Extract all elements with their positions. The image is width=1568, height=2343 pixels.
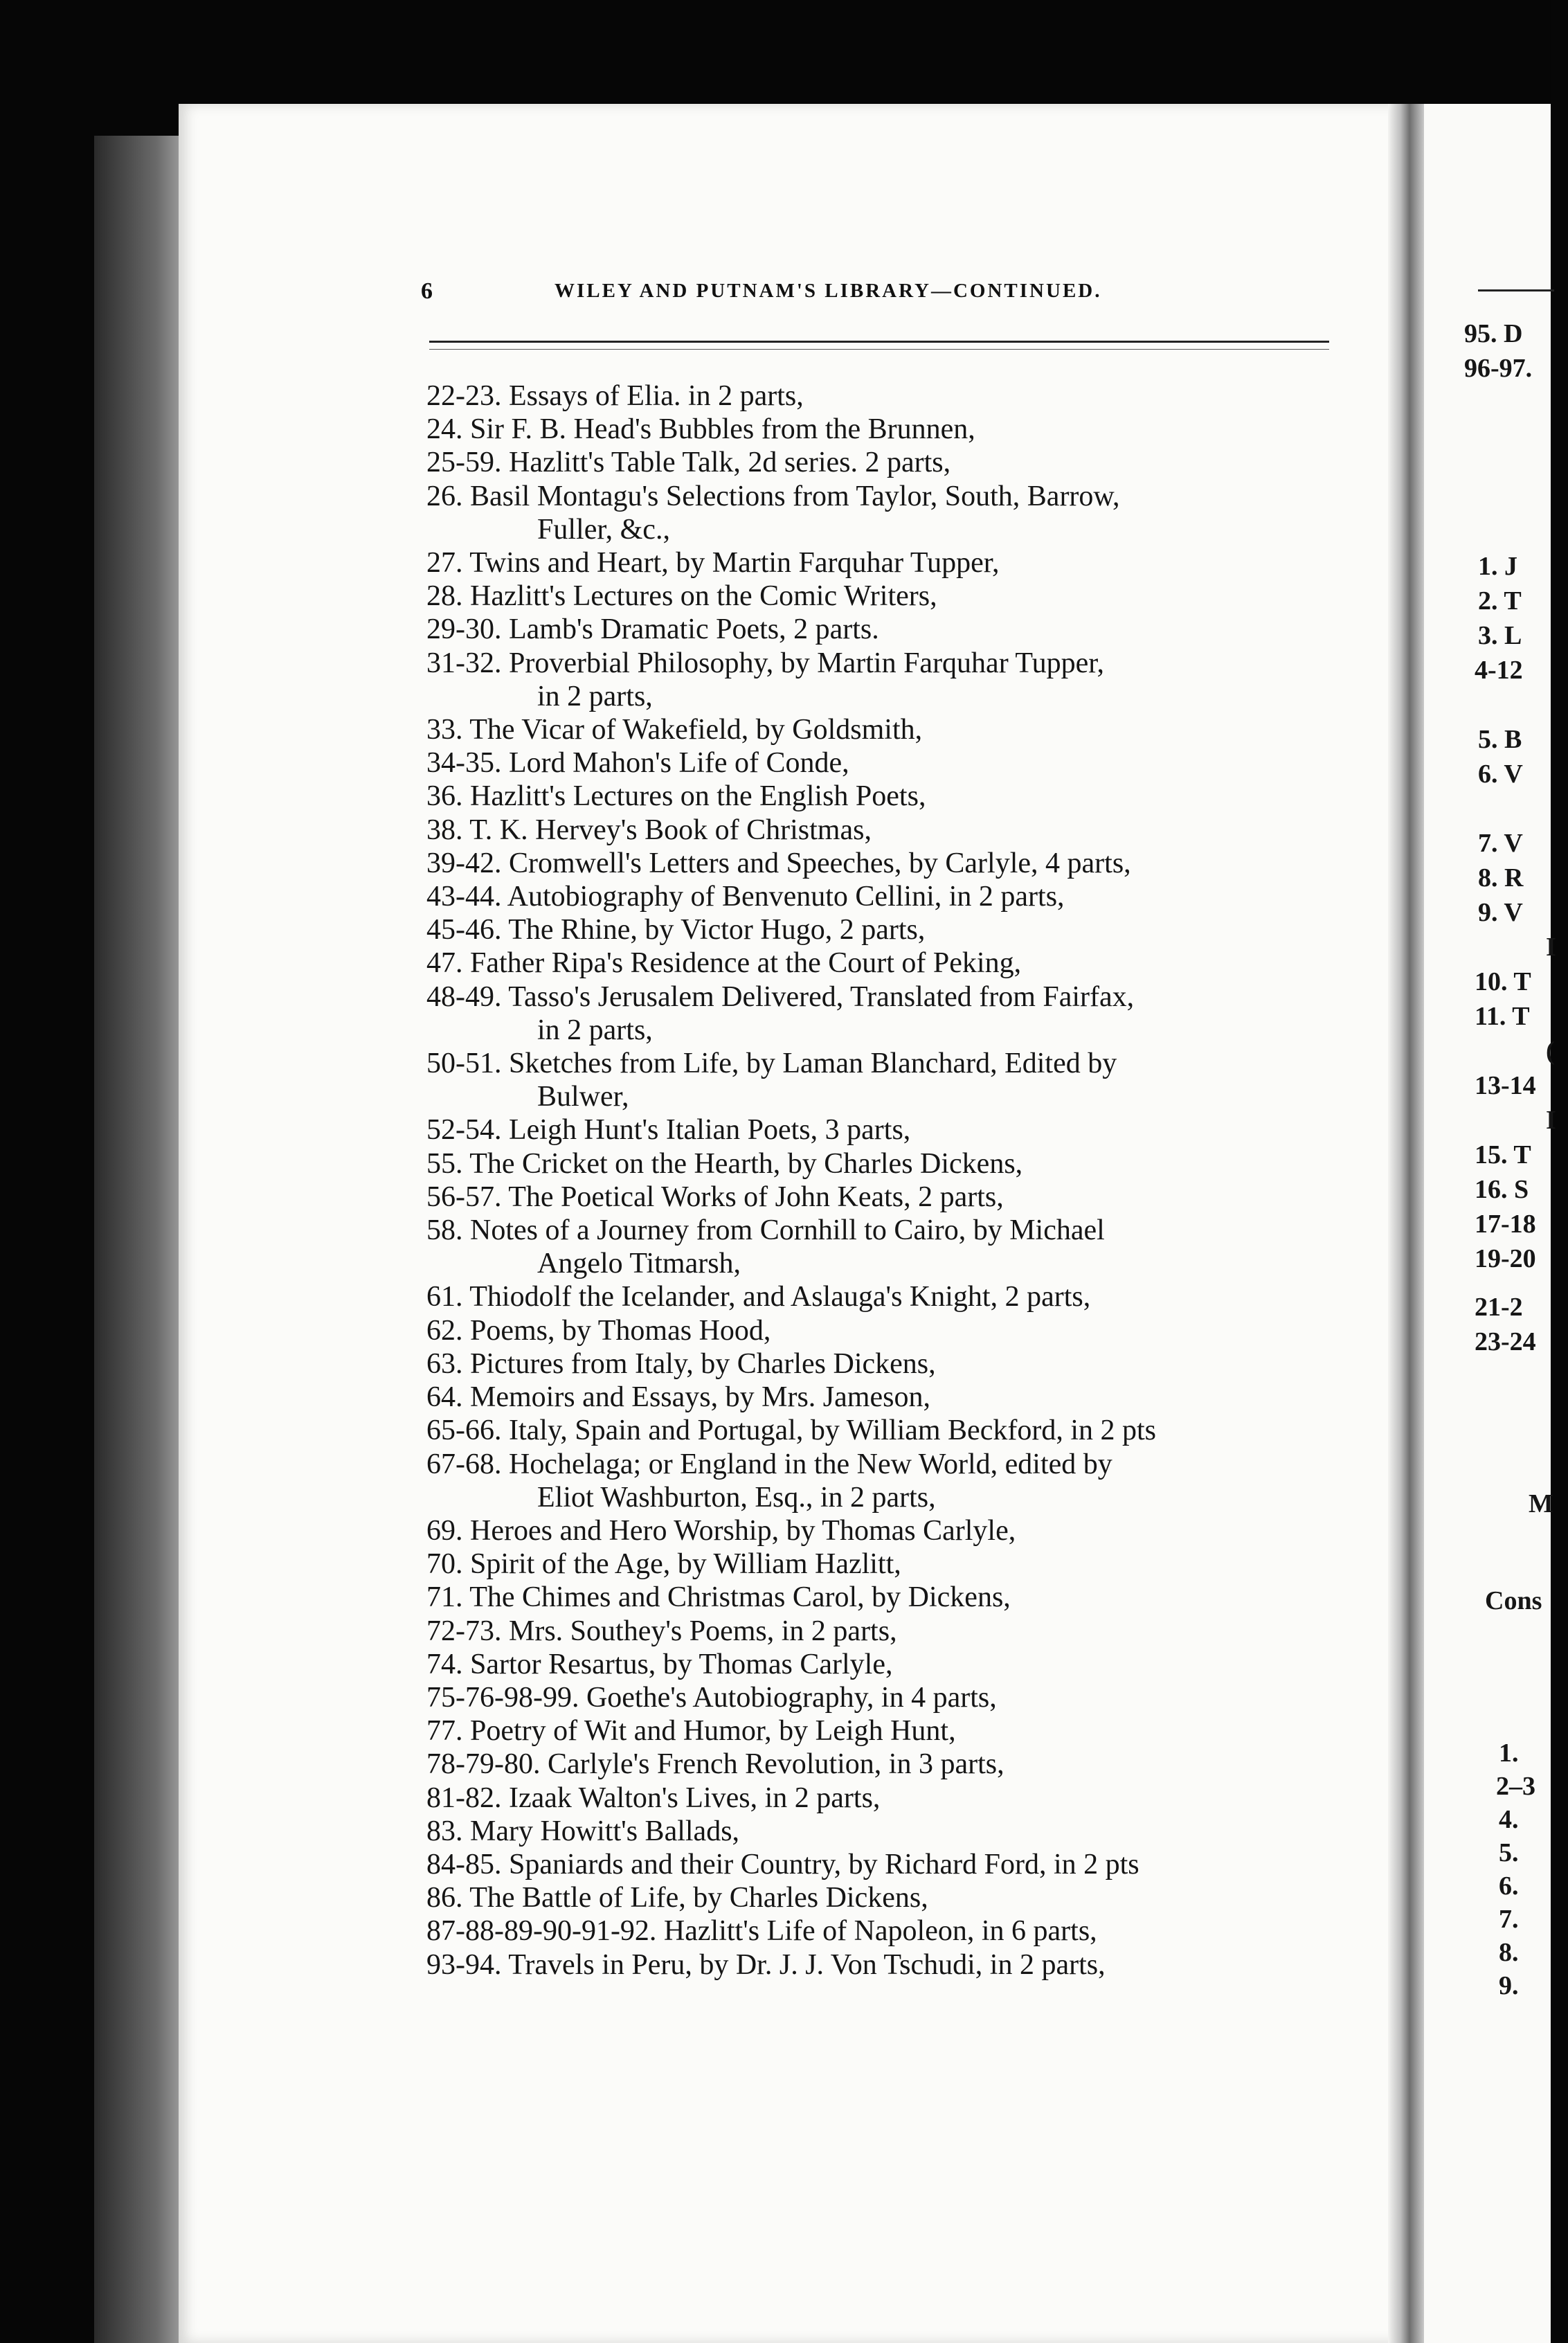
- fragment-line: M: [1529, 1489, 1553, 1518]
- fragment-line: 4.: [1499, 1805, 1519, 1834]
- catalog-entry: 22-23. Essays of Elia. in 2 parts,: [426, 380, 804, 412]
- catalog-entry: 36. Hazlitt's Lectures on the English Poets,: [426, 780, 926, 813]
- catalog-entry: 93-94. Travels in Peru, by Dr. J. J. Von Tschudi, in 2 parts,: [426, 1948, 1106, 1981]
- catalog-entry-continuation: Fuller, &c.,: [537, 513, 670, 546]
- catalog-entry: 58. Notes of a Journey from Cornhill to Cairo, by Michael: [426, 1214, 1105, 1247]
- fragment-line: 6.: [1499, 1871, 1519, 1901]
- catalog-entry-continuation: in 2 parts,: [537, 680, 653, 712]
- fragment-line: 8.: [1499, 1938, 1519, 1967]
- fragment-line: 2. T: [1478, 586, 1522, 616]
- book-gutter: [1388, 104, 1424, 2343]
- catalog-entry: 29-30. Lamb's Dramatic Poets, 2 parts.: [426, 613, 879, 646]
- catalog-entry-continuation: Eliot Washburton, Esq., in 2 parts,: [537, 1481, 936, 1514]
- catalog-entry: 81-82. Izaak Walton's Lives, in 2 parts,: [426, 1781, 881, 1814]
- fragment-line: 19-20: [1475, 1244, 1536, 1273]
- catalog-entry: 34-35. Lord Mahon's Life of Conde,: [426, 747, 849, 780]
- catalog-entry: 43-44. Autobiography of Benvenuto Cellini, in 2 parts,: [426, 881, 1065, 913]
- catalog-entry: 61. Thiodolf the Icelander, and Aslauga's Knight, 2 parts,: [426, 1281, 1091, 1313]
- catalog-entry: 47. Father Ripa's Residence at the Court of Peking,: [426, 947, 1022, 980]
- catalog-entry: 74. Sartor Resartus, by Thomas Carlyle,: [426, 1648, 893, 1680]
- catalog-entry: 71. The Chimes and Christmas Carol, by Dickens,: [426, 1581, 1011, 1614]
- catalog-entry: 55. The Cricket on the Hearth, by Charles Dickens,: [426, 1147, 1023, 1180]
- fragment-line: 21-2: [1475, 1293, 1523, 1322]
- catalog-entry: 63. Pictures from Italy, by Charles Dickens,: [426, 1347, 936, 1380]
- fragment-line: 11. T: [1475, 1002, 1530, 1031]
- fragment-line: 5.: [1499, 1838, 1519, 1867]
- catalog-entry: 64. Memoirs and Essays, by Mrs. Jameson,: [426, 1381, 930, 1414]
- catalog-entry: 25-59. Hazlitt's Table Talk, 2d series. 2 parts,: [426, 447, 951, 479]
- catalog-entry: 45-46. The Rhine, by Victor Hugo, 2 parts,: [426, 914, 926, 946]
- fragment-line: (: [1546, 1036, 1555, 1066]
- catalog-entry: 52-54. Leigh Hunt's Italian Poets, 3 parts,: [426, 1114, 911, 1147]
- catalog-entry: 33. The Vicar of Wakefield, by Goldsmith,: [426, 714, 923, 746]
- fragment-line: 16. S: [1475, 1175, 1529, 1204]
- catalog-entry: 67-68. Hochelaga; or England in the New World, edited by: [426, 1448, 1112, 1480]
- right-page-rule: [1478, 289, 1554, 291]
- fragment-line: 9. V: [1478, 898, 1523, 927]
- fragment-line: 1.: [1499, 1739, 1519, 1768]
- catalog-entry: 83. Mary Howitt's Ballads,: [426, 1815, 740, 1847]
- catalog-entry-continuation: Angelo Titmarsh,: [537, 1248, 741, 1280]
- catalog-entry: 28. Hazlitt's Lectures on the Comic Writers,: [426, 580, 937, 613]
- fragment-line: I: [1546, 1106, 1556, 1135]
- running-title: WILEY AND PUTNAM'S LIBRARY—CONTINUED.: [555, 280, 1102, 302]
- header-rule: [429, 341, 1329, 343]
- catalog-entry: 78-79-80. Carlyle's French Revolution, in 3 parts,: [426, 1748, 1004, 1781]
- catalog-entry: 84-85. Spaniards and their Country, by Richard Ford, in 2 pts: [426, 1848, 1139, 1880]
- catalog-entry: 77. Poetry of Wit and Humor, by Leigh Hunt,: [426, 1715, 956, 1748]
- catalog-entry: 48-49. Tasso's Jerusalem Delivered, Translated from Fairfax,: [426, 980, 1135, 1013]
- catalog-entry: 70. Spirit of the Age, by William Hazlitt,: [426, 1548, 901, 1581]
- fragment-line: 3. L: [1478, 621, 1522, 650]
- header-rule-thin: [429, 349, 1329, 350]
- fragment-line: 10. T: [1475, 967, 1531, 996]
- fragment-line: 4-12: [1475, 656, 1523, 685]
- catalog-entry: 27. Twins and Heart, by Martin Farquhar Tupper,: [426, 547, 1000, 580]
- fragment-line: I: [1546, 933, 1556, 962]
- catalog-entry: 39-42. Cromwell's Letters and Speeches, by Carlyle, 4 parts,: [426, 847, 1131, 879]
- catalog-entry: 65-66. Italy, Spain and Portugal, by William Beckford, in 2 pts: [426, 1415, 1156, 1447]
- fragment-line: 95. D: [1464, 319, 1523, 348]
- catalog-entry: 86. The Battle of Life, by Charles Dickens,: [426, 1882, 928, 1914]
- fragment-line: 7.: [1499, 1905, 1519, 1934]
- running-header: [421, 278, 1335, 317]
- catalog-entry: 75-76-98-99. Goethe's Autobiography, in 4 parts,: [426, 1681, 997, 1714]
- fragment-line: 17-18: [1475, 1210, 1536, 1239]
- fragment-line: 6. V: [1478, 760, 1523, 789]
- fragment-line: 13-14: [1475, 1071, 1536, 1100]
- fragment-line: Cons: [1485, 1586, 1542, 1615]
- catalog-entry: 26. Basil Montagu's Selections from Taylor, South, Barrow,: [426, 480, 1120, 512]
- fragment-line: 2–3: [1496, 1772, 1535, 1801]
- fragment-line: 8. R: [1478, 863, 1524, 892]
- catalog-entry: 62. Poems, by Thomas Hood,: [426, 1314, 771, 1347]
- page-number: 6: [421, 278, 435, 304]
- catalog-entry: 24. Sir F. B. Head's Bubbles from the Brunnen,: [426, 413, 975, 446]
- fragment-line: 9.: [1499, 1971, 1519, 2000]
- catalog-entry-continuation: in 2 parts,: [537, 1014, 653, 1046]
- catalog-entry: 38. T. K. Hervey's Book of Christmas,: [426, 814, 872, 846]
- fragment-line: 15. T: [1475, 1140, 1531, 1169]
- catalog-entry: 69. Heroes and Hero Worship, by Thomas Carlyle,: [426, 1514, 1016, 1547]
- catalog-list: [426, 379, 1354, 1982]
- catalog-entry: 87-88-89-90-91-92. Hazlitt's Life of Napoleon, in 6 parts,: [426, 1915, 1097, 1948]
- catalog-entry: 31-32. Proverbial Philosophy, by Martin Farquhar Tupper,: [426, 647, 1105, 679]
- fragment-line: 7. V: [1478, 829, 1523, 858]
- fragment-line: 23-24: [1475, 1327, 1536, 1356]
- fragment-line: 1. J: [1478, 552, 1517, 581]
- fragment-line: 96-97.: [1464, 354, 1533, 383]
- fragment-line: 5. B: [1478, 725, 1522, 754]
- catalog-entry: 50-51. Sketches from Life, by Laman Blanchard, Edited by: [426, 1048, 1117, 1080]
- catalog-entry: 56-57. The Poetical Works of John Keats, 2 parts,: [426, 1181, 1004, 1213]
- catalog-entry-continuation: Bulwer,: [537, 1081, 629, 1113]
- catalog-entry: 72-73. Mrs. Southey's Poems, in 2 parts,: [426, 1615, 897, 1647]
